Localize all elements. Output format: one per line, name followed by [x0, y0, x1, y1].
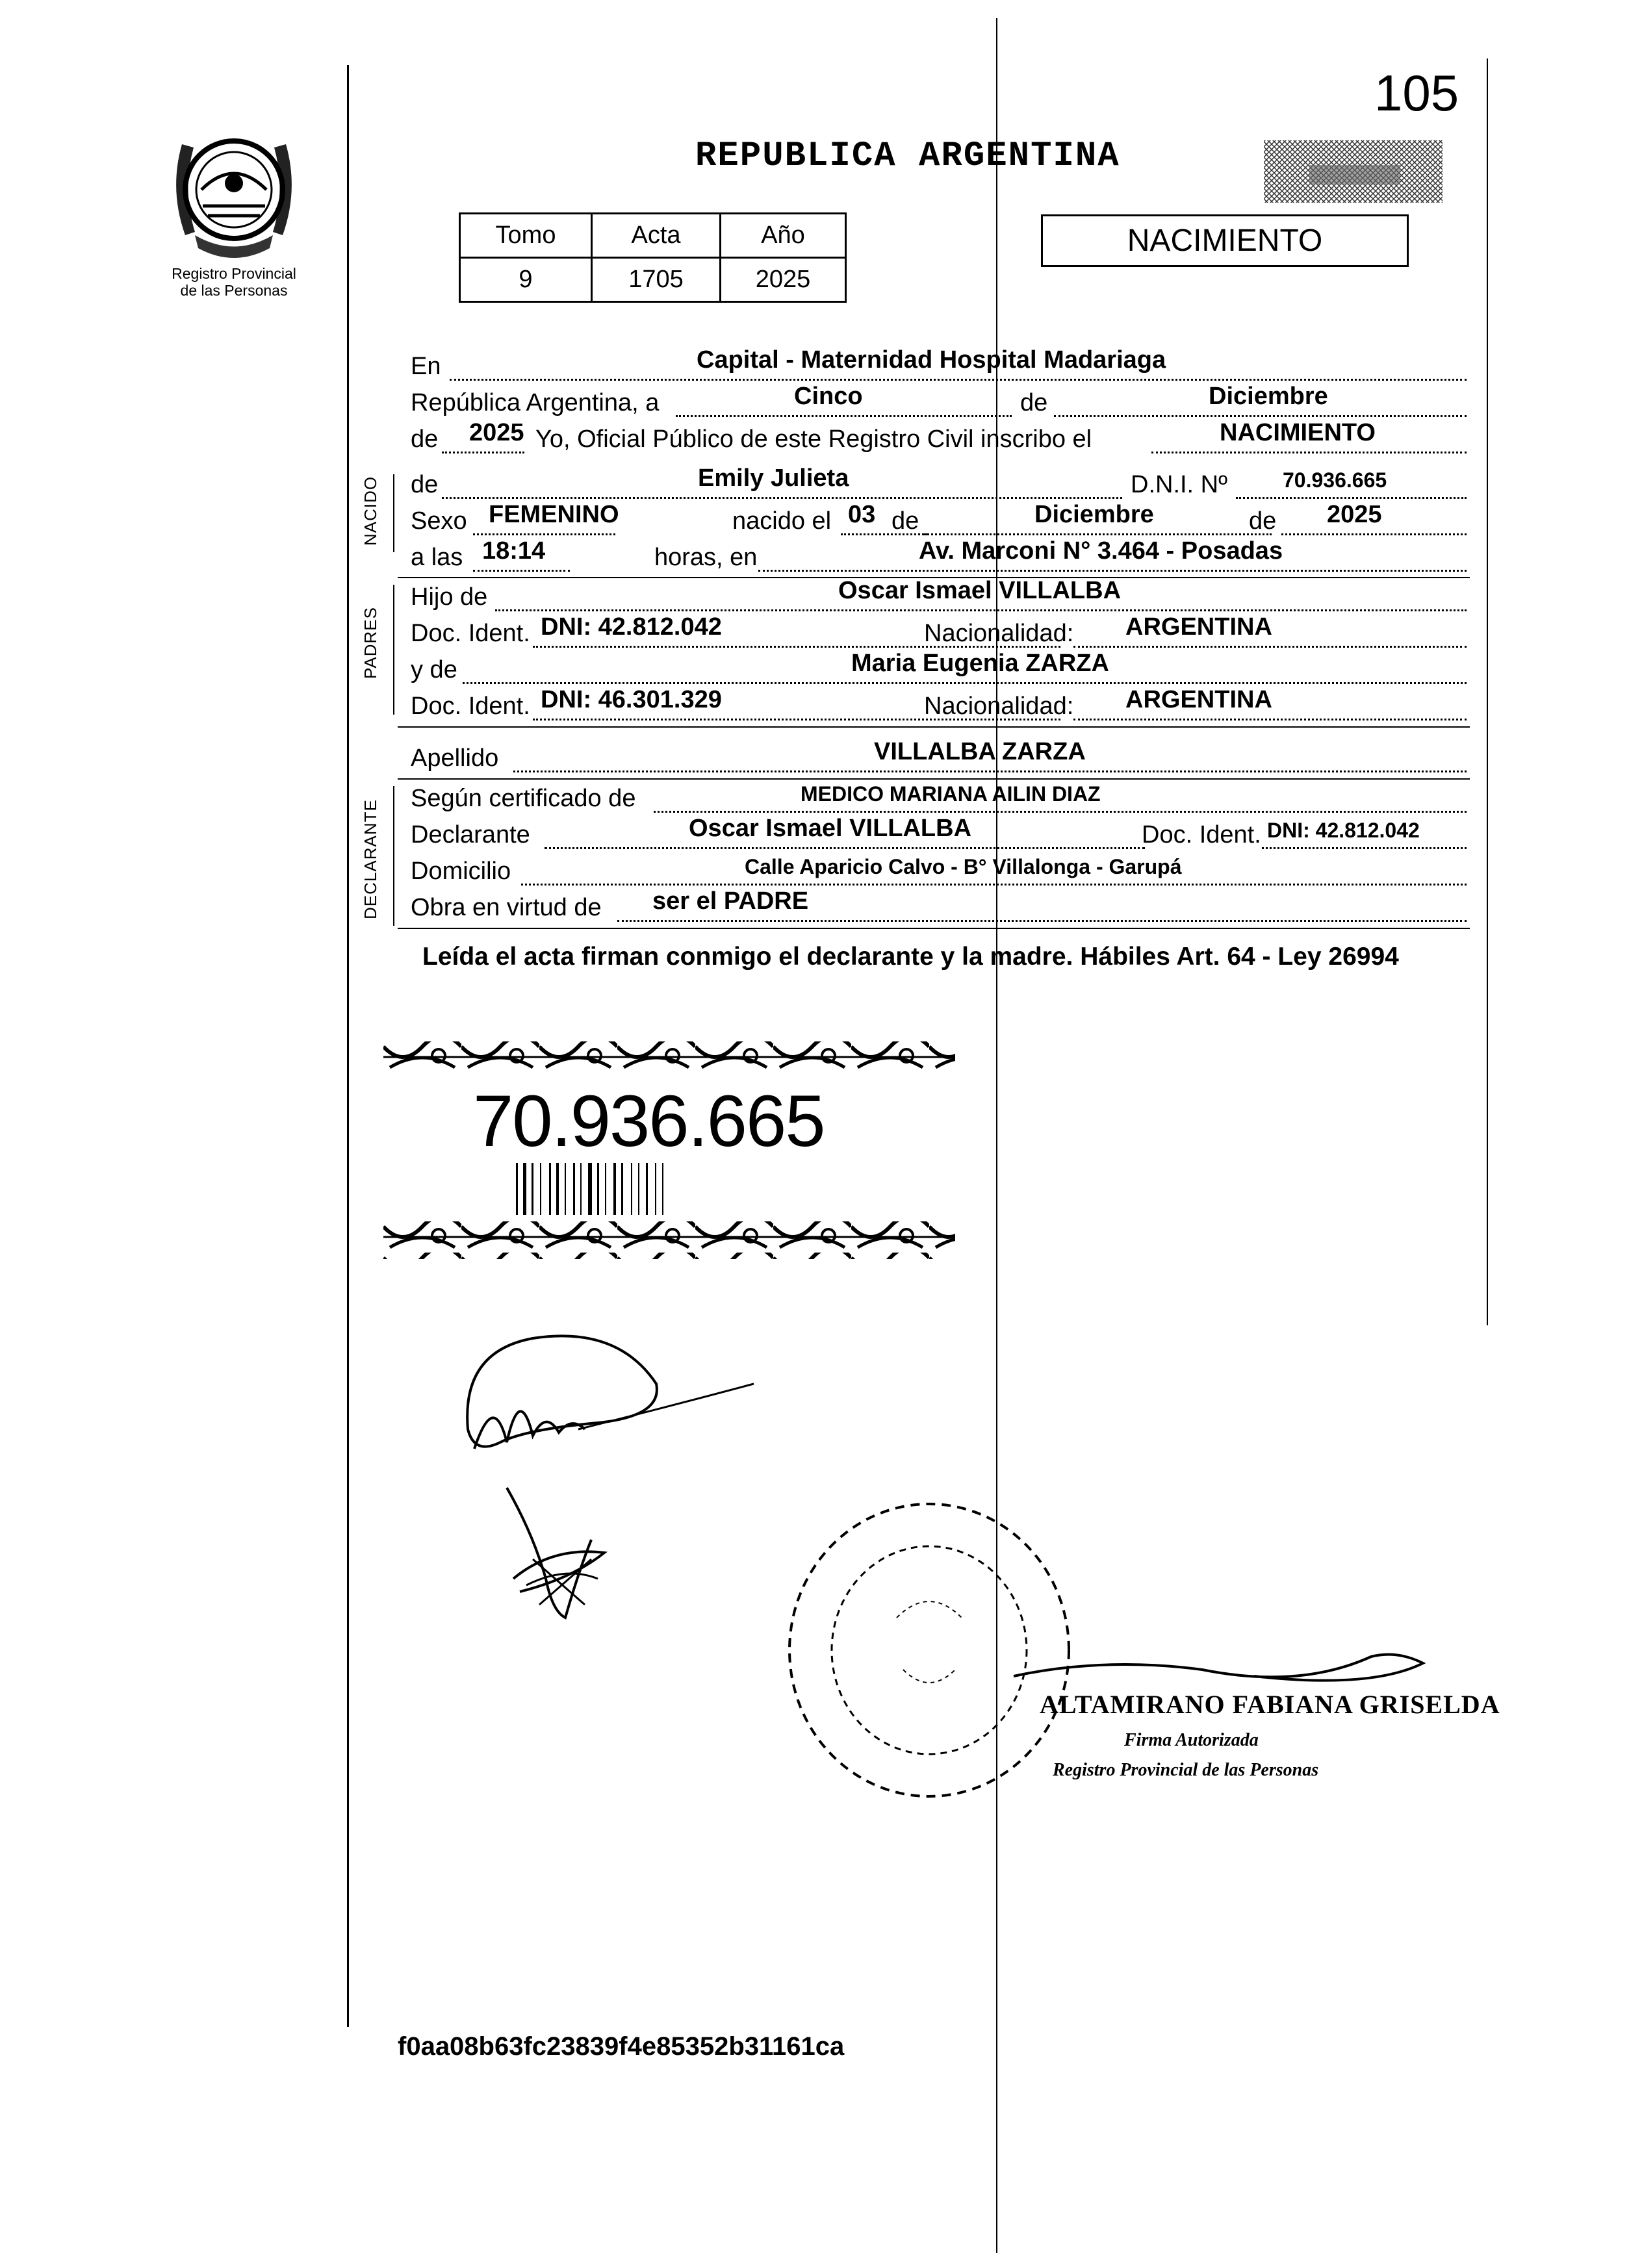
right-margin-line: [1487, 58, 1488, 1325]
day-words-value: Cinco: [794, 383, 863, 410]
page-title: REPUBLICA ARGENTINA: [695, 136, 1120, 176]
father-nationality-value: ARGENTINA: [1125, 613, 1272, 641]
record-table: [459, 212, 847, 303]
left-margin-line: [347, 65, 349, 2027]
declarante-line-1: Según certificado de MEDICO MARIANA AILIN DIAZ: [411, 776, 1467, 815]
registry-label: Registro Provincial de las Personas: [172, 265, 296, 299]
apellido-line: Apellido VILLALBA ZARZA: [411, 736, 1467, 775]
declarant-doc-value: DNI: 42.812.042: [1267, 819, 1420, 842]
document-hash: f0aa08b63fc23839f4e85352b31161ca: [398, 2032, 845, 2061]
padres-line-2: Doc. Ident. DNI: 42.812.042 Nacionalidad: ARGENTINA: [411, 611, 1467, 650]
birth-month-value: Diciembre: [1034, 501, 1154, 528]
security-stamp: [1264, 136, 1443, 207]
child-name-value: Emily Julieta: [698, 465, 849, 492]
birth-time-value: 18:14: [482, 537, 546, 565]
child-dni-value: 70.936.665: [1283, 468, 1387, 492]
month-value: Diciembre: [1209, 383, 1328, 410]
signatory-office: Registro Provincial de las Personas: [1053, 1760, 1319, 1780]
declarant-name-value: Oscar Ismael VILLALBA: [689, 815, 972, 842]
nacido-line-3: a las 18:14 horas, en Av. Marconi N° 3.464 - Posadas: [411, 535, 1467, 574]
table-header: Acta: [592, 214, 721, 258]
father-name-value: Oscar Ismael VILLALBA: [838, 577, 1122, 604]
capacity-value: ser el PADRE: [652, 887, 809, 915]
place-value: Capital - Maternidad Hospital Madariaga: [697, 346, 1166, 374]
mother-doc-value: DNI: 46.301.329: [541, 686, 722, 713]
table-header: Año: [721, 214, 846, 258]
section-label-padres: PADRES: [361, 607, 380, 679]
table-cell: 2025: [721, 258, 846, 302]
declarante-line-2: Declarante Oscar Ismael VILLALBA Doc. Ident. DNI: 42.812.042: [411, 813, 1467, 852]
nacido-line-1: de Emily Julieta D.N.I. Nº 70.936.665: [411, 463, 1467, 502]
father-doc-value: DNI: 42.812.042: [541, 613, 722, 641]
intro-line-3: de 2025 Yo, Oficial Público de este Registro Civil inscribo el NACIMIENTO: [411, 417, 1467, 456]
barcode: [513, 1163, 825, 1215]
table-cell: 1705: [592, 258, 721, 302]
closing-note: Leída el acta firman conmigo el declarante y la madre. Hábiles Art. 64 - Ley 26994: [422, 943, 1399, 971]
nacido-line-2: Sexo FEMENINO nacido el 03 de Diciembre de 2025: [411, 499, 1467, 538]
birth-day-value: 03: [848, 501, 876, 528]
id-label-bottom-band: [383, 1221, 955, 1259]
intro-line-2: República Argentina, a Cinco de Diciembre: [411, 381, 1467, 420]
birth-address-value: Av. Marconi N° 3.464 - Posadas: [919, 537, 1283, 565]
year-value: 2025: [469, 419, 524, 446]
id-number: 70.936.665: [473, 1080, 825, 1162]
intro-line-1: En Capital - Maternidad Hospital Madariaga: [411, 344, 1467, 383]
signatory-title: Firma Autorizada: [1124, 1730, 1259, 1750]
padres-line-3: y de Maria Eugenia ZARZA: [411, 648, 1467, 687]
provincial-seal: [156, 118, 312, 264]
certificate-value: MEDICO MARIANA AILIN DIAZ: [801, 782, 1101, 806]
mother-name-value: Maria Eugenia ZARZA: [851, 650, 1109, 677]
signatory-block: [1040, 1689, 1500, 1781]
official-signature: [448, 1312, 760, 1475]
signatory-signature: [1007, 1631, 1430, 1696]
declarante-line-3: Domicilio Calle Aparicio Calvo - B° Villalonga - Garupá: [411, 849, 1467, 888]
padres-line-4: Doc. Ident. DNI: 46.301.329 Nacionalidad: ARGENTINA: [411, 684, 1467, 723]
table-cell: 9: [460, 258, 592, 302]
section-label-nacido: NACIDO: [361, 476, 380, 546]
surname-value: VILLALBA ZARZA: [874, 738, 1086, 765]
section-label-declarante: DECLARANTE: [361, 799, 380, 919]
declarante-line-4: Obra en virtud de ser el PADRE: [411, 886, 1467, 924]
mother-nationality-value: ARGENTINA: [1125, 686, 1272, 713]
document-type-box: NACIMIENTO: [1041, 214, 1409, 267]
domicile-value: Calle Aparicio Calvo - B° Villalonga - Garupá: [745, 855, 1182, 878]
birth-year-value: 2025: [1327, 501, 1382, 528]
page-number: 105: [1374, 64, 1459, 121]
sex-value: FEMENINO: [489, 501, 619, 528]
id-label-top-band: [383, 1041, 955, 1073]
declarant-signature: [494, 1481, 624, 1624]
padres-line-1: Hijo de Oscar Ismael VILLALBA: [411, 575, 1467, 614]
table-header: Tomo: [460, 214, 592, 258]
signatory-name: ALTAMIRANO FABIANA GRISELDA: [1040, 1690, 1500, 1719]
event-value: NACIMIENTO: [1220, 419, 1376, 446]
